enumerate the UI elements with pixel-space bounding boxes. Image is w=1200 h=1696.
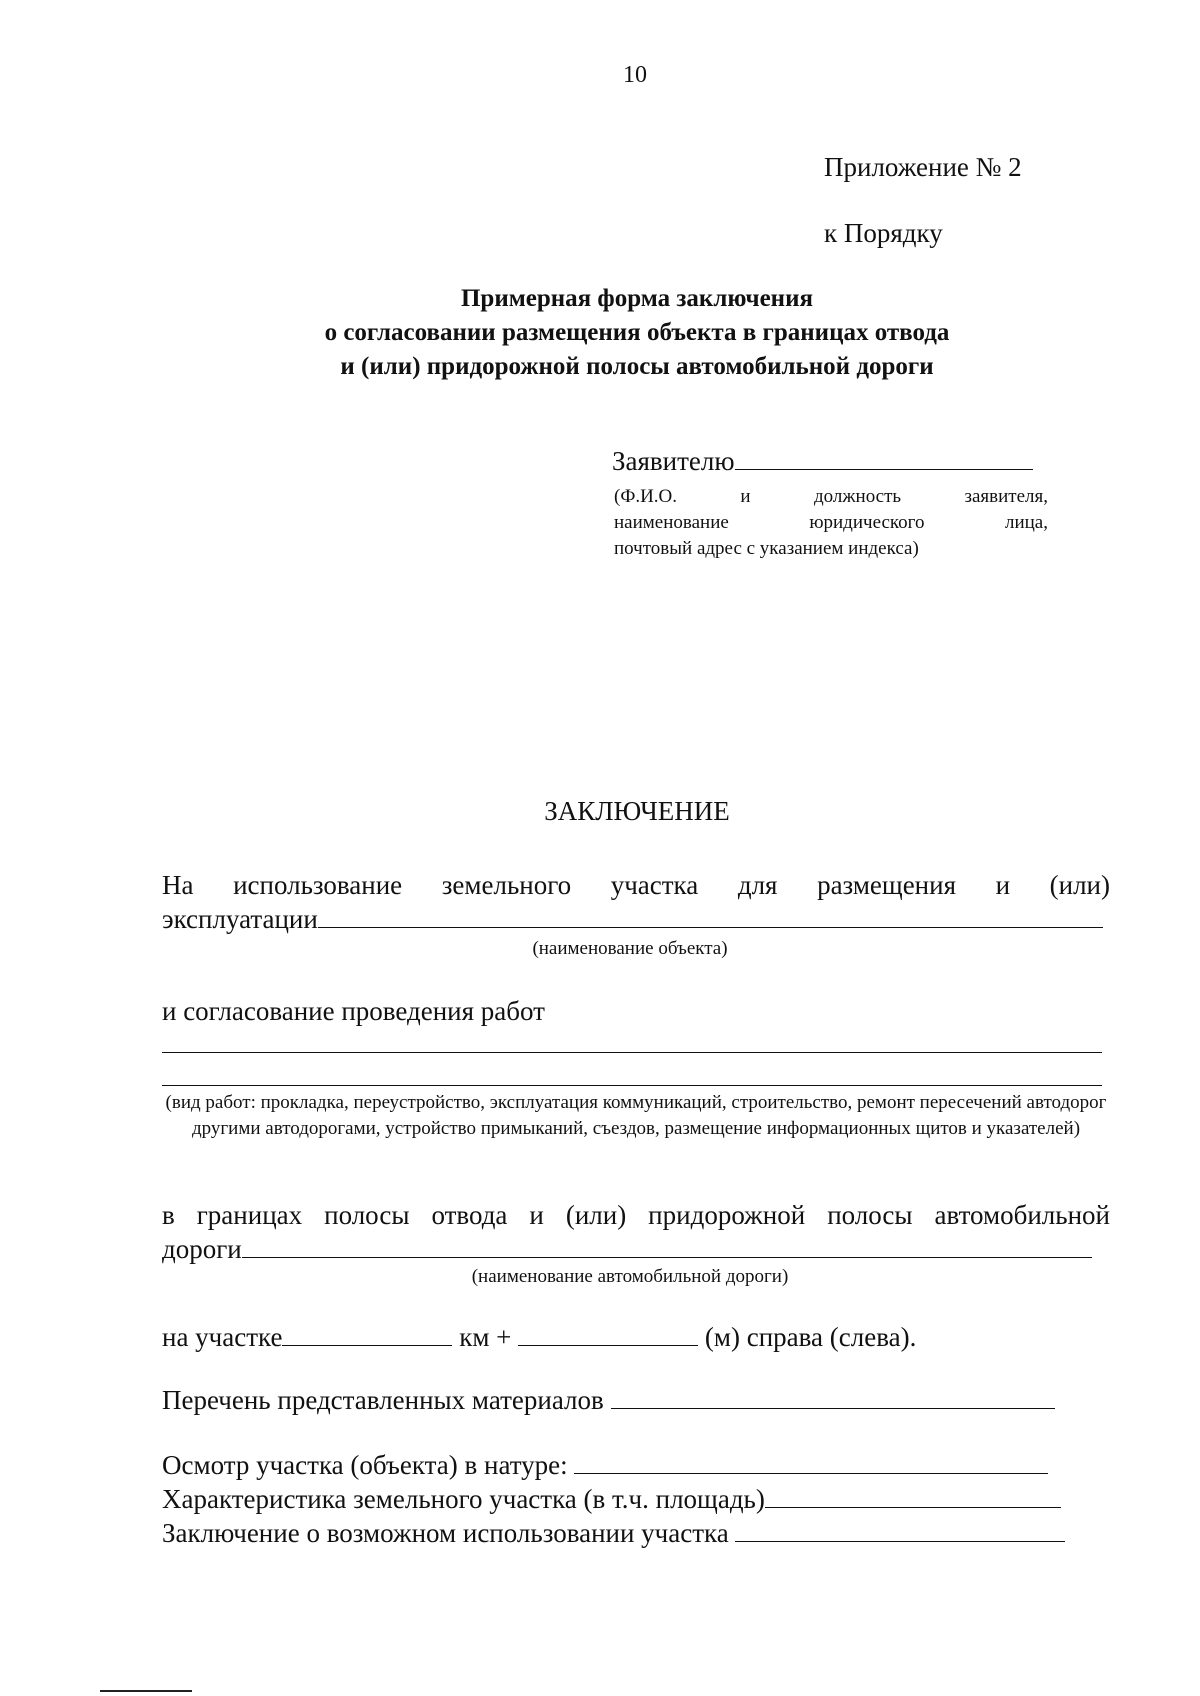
km-blank[interactable] <box>282 1345 452 1346</box>
form-title-line-1: Примерная форма заключения <box>460 285 814 312</box>
meters-blank[interactable] <box>518 1345 698 1346</box>
object-name-blank[interactable] <box>318 927 1103 928</box>
conclusion-label: Заключение о возможном использовании участка <box>162 1518 729 1548</box>
inspection-line <box>162 1450 1048 1481</box>
use-line-1: На использование земельного участка для размещения и (или) <box>162 870 1110 900</box>
appendix-reference: к Порядку <box>824 218 943 248</box>
section-line <box>162 1322 916 1353</box>
works-label: и согласование проведения работ <box>162 996 545 1026</box>
road-name-hint: (наименование автомобильной дороги) <box>471 1266 789 1287</box>
road-name-blank[interactable] <box>242 1257 1092 1258</box>
works-blank-line-2[interactable] <box>162 1085 1102 1086</box>
conclusion-heading: ЗАКЛЮЧЕНИЕ <box>544 796 730 826</box>
characteristics-line <box>162 1484 1061 1515</box>
inspection-blank[interactable] <box>574 1473 1048 1474</box>
road-line-2-label: дороги <box>162 1234 242 1264</box>
conclusion-blank[interactable] <box>735 1541 1065 1542</box>
applicant-hint-line-1: (Ф.И.О. и должность заявителя, <box>614 486 1048 507</box>
side-label: (м) справа (слева). <box>704 1322 917 1352</box>
km-label: км + <box>459 1322 512 1352</box>
object-name-hint: (наименование объекта) <box>532 938 728 959</box>
materials-label: Перечень представленных материалов <box>162 1385 604 1415</box>
materials-blank[interactable] <box>611 1408 1055 1409</box>
page-number: 10 <box>623 62 647 88</box>
applicant-hint-line-2: наименование юридического лица, <box>614 512 1048 533</box>
materials-line <box>162 1385 1055 1416</box>
form-title-line-3: и (или) придорожной полосы автомобильной дороги <box>340 353 934 380</box>
appendix-label: Приложение № 2 <box>824 152 1022 182</box>
inspection-label: Осмотр участка (объекта) в натуре: <box>162 1450 568 1480</box>
characteristics-label: Характеристика земельного участка (в т.ч. площадь) <box>162 1484 765 1514</box>
characteristics-blank[interactable] <box>765 1507 1061 1508</box>
applicant-hint-line-3: почтовый адрес с указанием индекса) <box>614 538 919 559</box>
applicant-blank[interactable] <box>735 469 1033 470</box>
road-line-1: в границах полосы отвода и (или) придорожной полосы автомобильной <box>162 1200 1110 1230</box>
section-label: на участке <box>162 1322 283 1352</box>
form-title-line-2: о согласовании размещения объекта в границах отвода <box>324 319 950 346</box>
works-blank-line-1[interactable] <box>162 1052 1102 1053</box>
road-line-2 <box>162 1234 1092 1265</box>
works-hint: (вид работ: прокладка, переустройство, эксплуатация коммуникаций, строительство, ремонт пересечений автодорог другими автодорогами, устройство примыканий, съездов, размещение информационных щитов и указателей) <box>165 1092 1107 1139</box>
use-line-2 <box>162 904 1103 935</box>
applicant-label: Заявителю <box>612 446 735 476</box>
conclusion-line <box>162 1518 1065 1549</box>
applicant-field <box>612 446 1033 477</box>
footer-mark <box>100 1690 192 1695</box>
use-line-2-label: эксплуатации <box>162 904 318 934</box>
